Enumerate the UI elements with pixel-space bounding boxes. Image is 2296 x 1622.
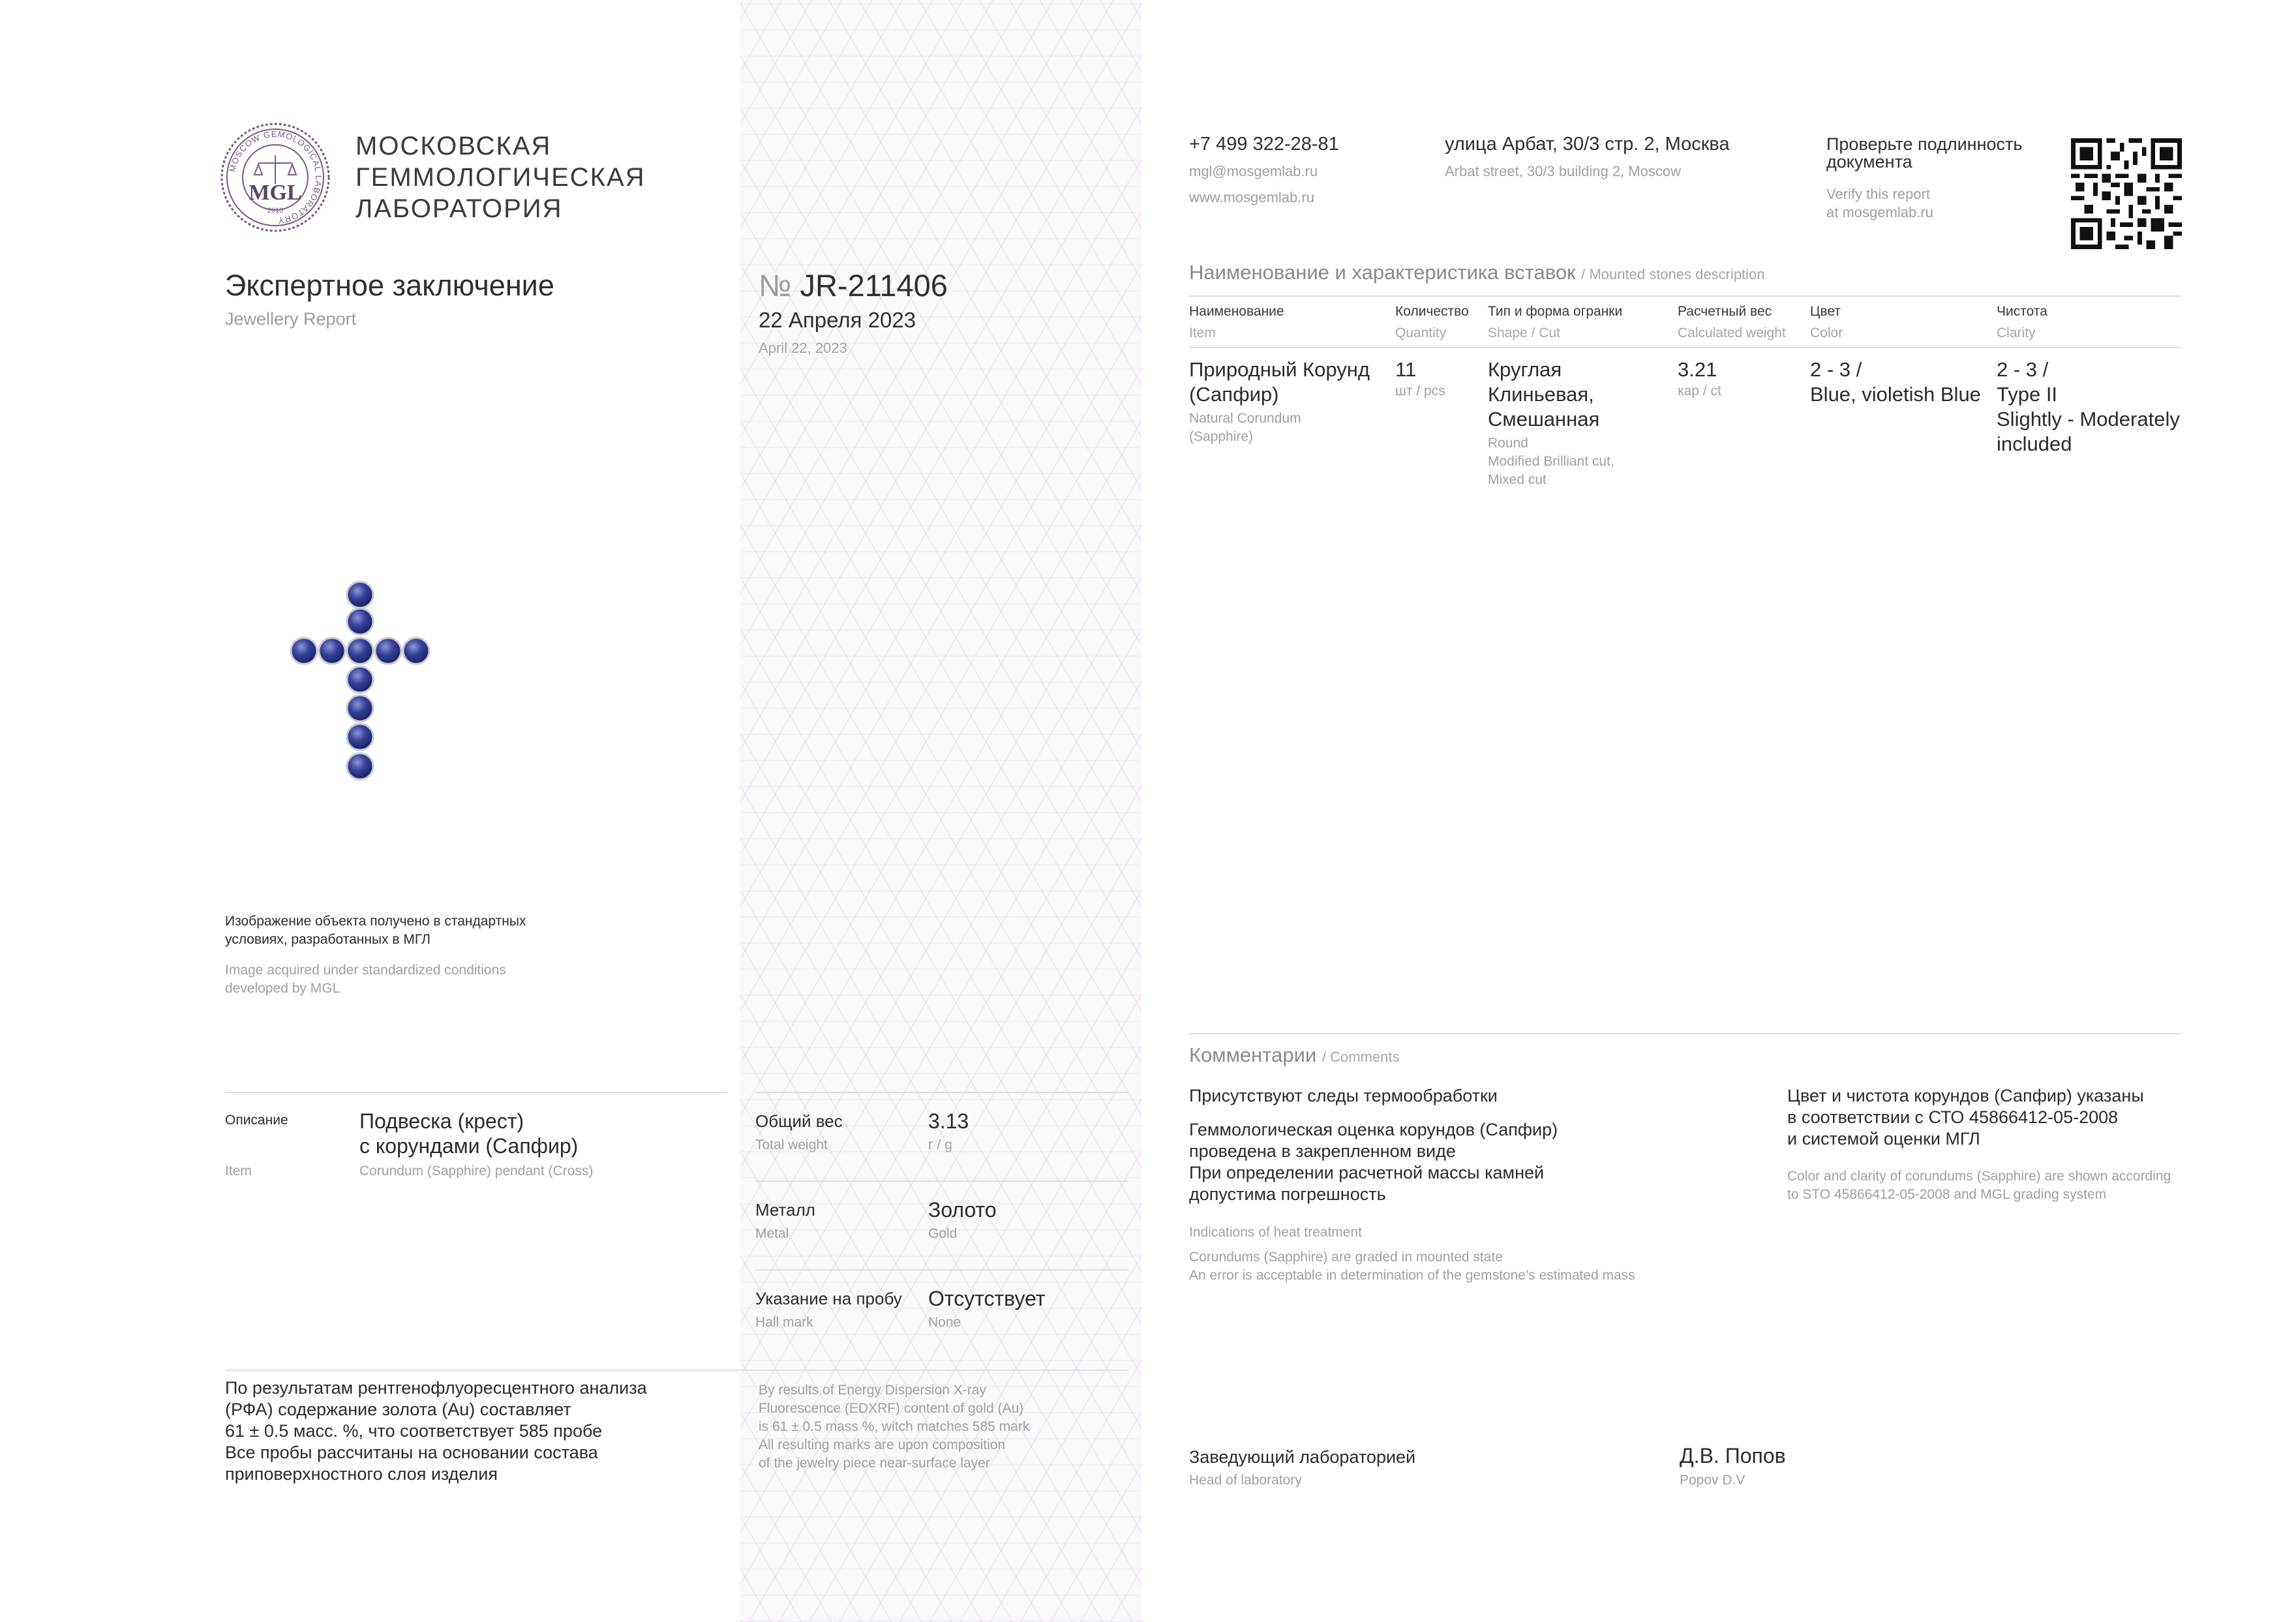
cell-text-en: Natural Corundum	[1189, 411, 1301, 426]
spec-label-en: Hall mark	[755, 1315, 813, 1330]
cell-weight	[1678, 357, 1721, 400]
divider	[1189, 295, 2181, 297]
description-value	[359, 1109, 578, 1158]
cell-quantity	[1395, 357, 1445, 400]
column-header-label: Тип и форма огранки	[1488, 304, 1623, 319]
lab-name-line: МОСКОВСКАЯ	[355, 132, 552, 160]
description-label-en: Item	[225, 1164, 252, 1179]
report-date: 22 Апреля 2023	[759, 308, 916, 332]
address-en: Arbat street, 30/3 building 2, Moscow	[1445, 163, 1681, 179]
xrf-result-en	[759, 1381, 1029, 1473]
cell-cut	[1488, 357, 1614, 489]
spec-value: Золото	[928, 1198, 997, 1222]
image-note-line-en: developed by MGL	[225, 981, 340, 996]
report-number	[759, 267, 948, 303]
cell-text: 11	[1395, 358, 1417, 381]
verify-block-en	[1826, 185, 1933, 222]
report-title-en: Jewellery Report	[225, 309, 357, 329]
xrf-line-en: is 61 ± 0.5 mass %, witch matches 585 mark	[759, 1419, 1030, 1434]
cell-text: Slightly - Moderately	[1997, 408, 2180, 430]
stones-title: Наименование и характеристика вставок	[1189, 261, 1576, 284]
spec-label-en: Total weight	[755, 1137, 828, 1152]
verify-text-en: at mosgemlab.ru	[1826, 204, 1933, 220]
cell-text: 3.21	[1678, 358, 1717, 381]
description-value-line: с корундами (Сапфир)	[359, 1134, 579, 1158]
spec-label: Общий вес	[755, 1111, 843, 1131]
divider	[755, 1269, 1128, 1270]
image-note-en	[225, 961, 506, 998]
spec-value: Отсутствует	[928, 1287, 1046, 1310]
cell-text-en: Modified Brilliant cut,	[1488, 454, 1614, 469]
table-row	[1189, 357, 2194, 501]
description-value-line: Подвеска (крест)	[359, 1109, 524, 1133]
website-link[interactable]: www.mosgemlab.ru	[1189, 189, 1314, 205]
spec-row-metal	[755, 1197, 1128, 1269]
stones-table-header	[1189, 304, 2181, 343]
spec-value: 3.13	[928, 1109, 969, 1133]
background-pattern-strip	[740, 0, 1141, 1622]
cell-text-en: шт / pcs	[1395, 383, 1445, 398]
signature-role: Заведующий лабораторией	[1189, 1447, 1416, 1467]
divider	[225, 1092, 727, 1093]
verify-block	[1826, 136, 2022, 171]
spec-label: Металл	[755, 1200, 815, 1220]
column-header-quantity	[1395, 304, 1469, 341]
column-header-label-en: Clarity	[1997, 325, 2036, 340]
spec-value-en: Gold	[928, 1226, 958, 1241]
description-value-en: Corundum (Sapphire) pendant (Cross)	[359, 1164, 594, 1179]
cell-text: (Сапфир)	[1189, 383, 1279, 406]
column-header-label-en: Quantity	[1395, 325, 1447, 340]
comment-line: в соответствии с СТО 45866412-05-2008	[1787, 1107, 2119, 1127]
description-label: Описание	[225, 1113, 288, 1128]
xrf-line-en: of the jewelry piece near-surface layer	[759, 1456, 990, 1471]
cell-clarity	[1997, 357, 2180, 457]
column-header-label: Количество	[1395, 304, 1469, 319]
report-title: Экспертное заключение	[225, 269, 554, 302]
xrf-line: (РФА) содержание золота (Au) составляет	[225, 1400, 571, 1419]
cell-text: Смешанная	[1488, 408, 1600, 430]
comment-heat-treatment: Присутствуют следы термообработки	[1189, 1086, 1498, 1105]
xrf-result	[225, 1377, 647, 1485]
verify-text-en: Verify this report	[1826, 186, 1930, 202]
signature-role-en: Head of laboratory	[1189, 1473, 1302, 1488]
xrf-line: приповерхностного слоя изделия	[225, 1464, 498, 1484]
report-number-prefix: №	[759, 268, 792, 303]
comment-line: Цвет и чистота корундов (Сапфир) указаны	[1787, 1086, 2144, 1105]
column-header-label-en: Item	[1189, 325, 1216, 340]
spec-label: Указание на пробу	[755, 1289, 902, 1308]
cell-text: Круглая	[1488, 358, 1562, 381]
column-header-cut	[1488, 304, 1622, 341]
divider	[225, 1370, 1128, 1371]
stones-section-title	[1189, 261, 1765, 284]
comment-line: и системой оценки МГЛ	[1787, 1129, 1980, 1149]
comment-line-en: to STO 45866412-05-2008 and MGL grading system	[1787, 1187, 2107, 1202]
comment-standard-en	[1787, 1167, 2171, 1204]
divider	[755, 1180, 1128, 1182]
divider	[1189, 1033, 2181, 1034]
stones-title-en: / Mounted stones description	[1581, 266, 1765, 282]
cell-color	[1810, 357, 1981, 407]
column-header-label-en: Color	[1810, 325, 1843, 340]
spec-label-en: Metal	[755, 1226, 789, 1241]
verify-text: Проверьте подлинность	[1826, 134, 2023, 154]
comment-standard	[1787, 1085, 2144, 1150]
xrf-line: По результатам рентгенофлуоресцентного анализа	[225, 1378, 647, 1398]
comment-line: Геммологическая оценка корундов (Сапфир)	[1189, 1120, 1558, 1139]
lab-name-line: ГЕММОЛОГИЧЕСКАЯ	[355, 163, 646, 192]
mgl-seal-icon	[219, 121, 331, 233]
xrf-line-en: Fluorescence (EDXRF) content of gold (Au)	[759, 1401, 1024, 1416]
xrf-line: 61 ± 0.5 масс. %, что соответствует 585 пробе	[225, 1421, 603, 1441]
logo-ring-text: MOSCOW GEMOLOGICAL LABORATORY	[227, 128, 324, 226]
lab-name	[355, 130, 646, 224]
report-date-en: April 22, 2023	[759, 340, 847, 356]
signature-name: Д.В. Попов	[1680, 1444, 1786, 1467]
comment-grading	[1189, 1119, 1558, 1205]
comment-line: допустима погрешность	[1189, 1184, 1386, 1204]
cell-text-en: (Sapphire)	[1189, 429, 1254, 444]
lab-logo	[219, 121, 331, 233]
cross-pendant-image	[280, 571, 450, 792]
cell-item	[1189, 357, 1370, 446]
spec-row-total-weight	[755, 1109, 1128, 1180]
comment-line: При определении расчетной массы камней	[1189, 1163, 1545, 1182]
xrf-line-en: All resulting marks are upon composition	[759, 1437, 1006, 1452]
product-image	[280, 571, 450, 792]
column-header-label: Расчетный вес	[1678, 304, 1772, 319]
comment-line: проведена в закрепленном виде	[1189, 1141, 1456, 1161]
phone-link[interactable]: +7 499 322-28-81	[1189, 134, 1339, 155]
comment-line-en: Color and clarity of corundums (Sapphire) are shown according	[1787, 1169, 2171, 1184]
cell-text-en: кар / ct	[1678, 383, 1721, 398]
report-number-value: JR-211406	[800, 268, 948, 303]
signature-name-en: Popov D.V	[1680, 1473, 1745, 1488]
column-header-clarity	[1997, 304, 2047, 341]
comment-line-en: An error is acceptable in determination of the gemstone’s estimated mass	[1189, 1268, 1635, 1283]
image-note-line: условиях, разработанных в МГЛ	[225, 932, 430, 947]
lab-name-line: ЛАБОРАТОРИЯ	[355, 194, 563, 223]
spec-row-hallmark	[755, 1286, 1128, 1358]
column-header-weight	[1678, 304, 1786, 341]
column-header-label: Цвет	[1810, 304, 1841, 319]
cell-text-en: Round	[1488, 436, 1528, 451]
column-header-label-en: Calculated weight	[1678, 325, 1786, 340]
image-note	[225, 912, 526, 949]
cell-text: 2 - 3 /	[1997, 358, 2049, 381]
xrf-line: Все пробы рассчитаны на основании состава	[225, 1443, 598, 1462]
comment-grading-en	[1189, 1248, 1635, 1285]
cell-text: Blue, violetish Blue	[1810, 383, 1981, 406]
email-link[interactable]: mgl@mosgemlab.ru	[1189, 163, 1318, 179]
image-note-line-en: Image acquired under standardized conditions	[225, 963, 506, 978]
cell-text: included	[1997, 432, 2072, 455]
column-header-label-en: Shape / Cut	[1488, 325, 1560, 340]
comments-title	[1189, 1044, 1399, 1067]
column-header-color	[1810, 304, 1843, 341]
column-header-label: Наименование	[1189, 304, 1284, 319]
cell-text: Природный Корунд	[1189, 358, 1370, 381]
cell-text: Type II	[1997, 383, 2058, 406]
cell-text-en: Mixed cut	[1488, 472, 1547, 487]
address: улица Арбат, 30/3 стр. 2, Москва	[1445, 134, 1730, 155]
qr-code[interactable]	[2071, 138, 2182, 249]
cell-text: Клиньевая,	[1488, 383, 1594, 406]
comment-heat-treatment-en: Indications of heat treatment	[1189, 1225, 1362, 1240]
verify-text: документа	[1826, 152, 1912, 172]
logo-text: MGL	[249, 181, 302, 205]
column-header-item	[1189, 304, 1284, 341]
xrf-line-en: By results of Energy Dispersion X-ray	[759, 1383, 986, 1398]
comments-title-ru: Комментарии	[1189, 1044, 1317, 1066]
qr-code-icon	[2071, 138, 2182, 249]
cell-text: 2 - 3 /	[1810, 358, 1862, 381]
comments-title-en: / Comments	[1322, 1049, 1400, 1065]
spec-value-en: г / g	[928, 1137, 952, 1152]
comment-line-en: Corundums (Sapphire) are graded in mounted state	[1189, 1250, 1503, 1265]
logo-year: 2010	[267, 207, 284, 215]
divider	[1189, 347, 2181, 348]
spec-value-en: None	[928, 1315, 961, 1330]
column-header-label: Чистота	[1997, 304, 2047, 319]
image-note-line: Изображение объекта получено в стандартных	[225, 914, 526, 929]
divider	[755, 1092, 1128, 1093]
